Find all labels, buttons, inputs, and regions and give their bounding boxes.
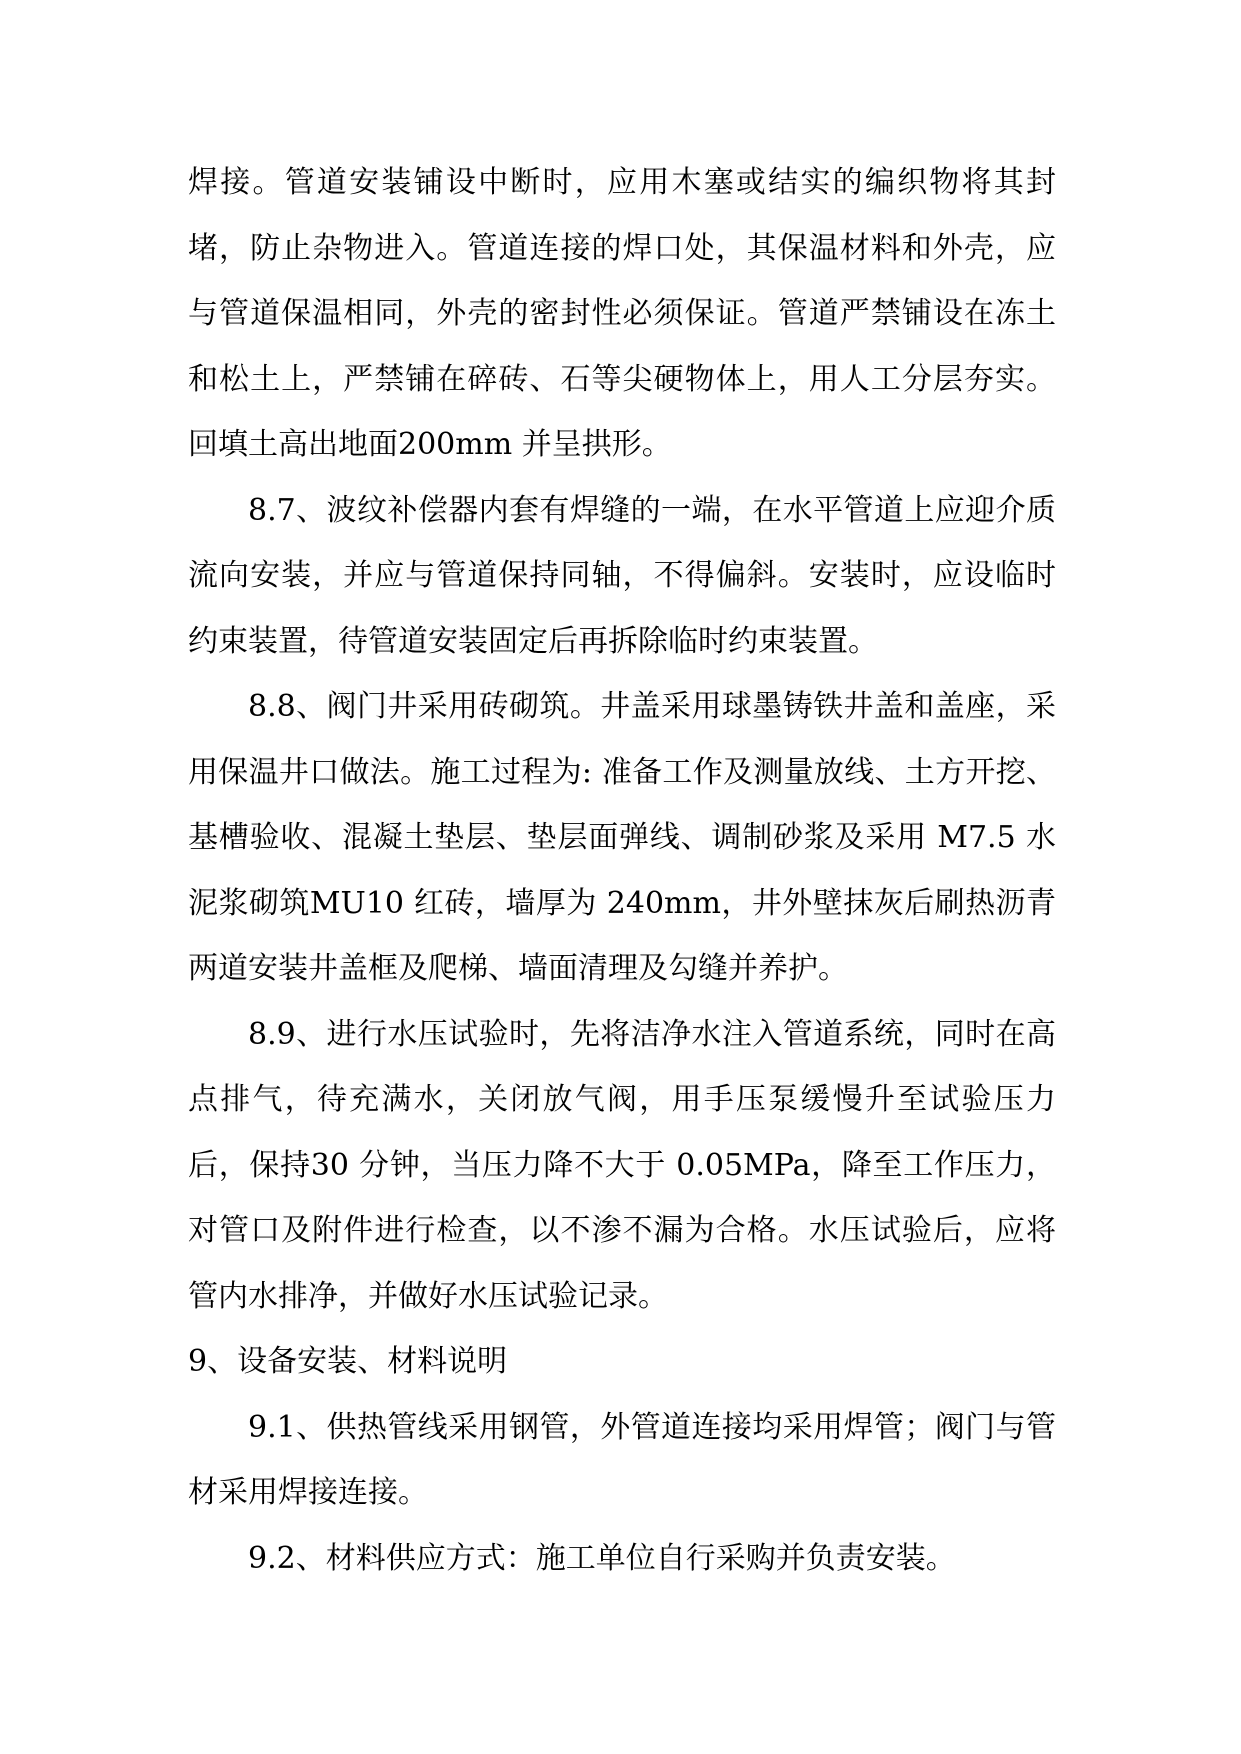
paragraph-9-2-material-supply: 9.2、材料供应方式：施工单位自行采购并负责安装。	[248, 1540, 956, 1576]
paragraph-9-1-heating-pipes: 9.1、供热管线采用钢管，外管道连接均采用焊管；阀门与管材采用焊接连接。	[188, 1409, 1056, 1510]
paragraph-8-7-bellows-compensator: 8.7、波纹补偿器内套有焊缝的一端，在水平管道上应迎介质流向安装，并应与管道保持同轴，不得偏斜。安装时，应设临时约束装置，待管道安装固定后再拆除临时约束装置。	[188, 492, 1056, 659]
document-page	[188, 150, 1056, 1591]
paragraph-pipe-laying: 焊接。管道安装铺设中断时，应用木塞或结实的编织物将其封堵，防止杂物进入。管道连接的焊口处，其保温材料和外壳，应与管道保温相同，外壳的密封性必须保证。管道严禁铺设在冻土和松土上，严禁铺在碎砖、石等尖硬物体上，用人工分层夯实。回填土高出地面200mm 并呈拱形。	[188, 165, 1056, 462]
paragraph-8-9-hydrostatic-test: 8.9、进行水压试验时，先将洁净水注入管道系统，同时在高点排气，待充满水，关闭放气阀，用手压泵缓慢升至试验压力后，保持30 分钟，当压力降不大于 0.05MPa，降至工作压力，对管口及附件进行检查，以不渗不漏为合格。水压试验后，应将管内水排净，并做好水压试验记录。	[188, 1016, 1056, 1314]
paragraph-8-8-valve-well: 8.8、阀门井采用砖砌筑。井盖采用球墨铸铁井盖和盖座，采用保温井口做法。施工过程为: 准备工作及测量放线、土方开挖、基槽验收、混凝土垫层、垫层面弹线、调制砂浆及采用 M7.5 水泥浆砌筑MU10 红砖，墙厚为 240mm，井外壁抹灰后刷热沥青两道安装井盖框及爬梯、墙面清理及勾缝并养护。	[188, 689, 1056, 986]
section-heading-9: 9、设备安装、材料说明	[188, 1344, 508, 1379]
